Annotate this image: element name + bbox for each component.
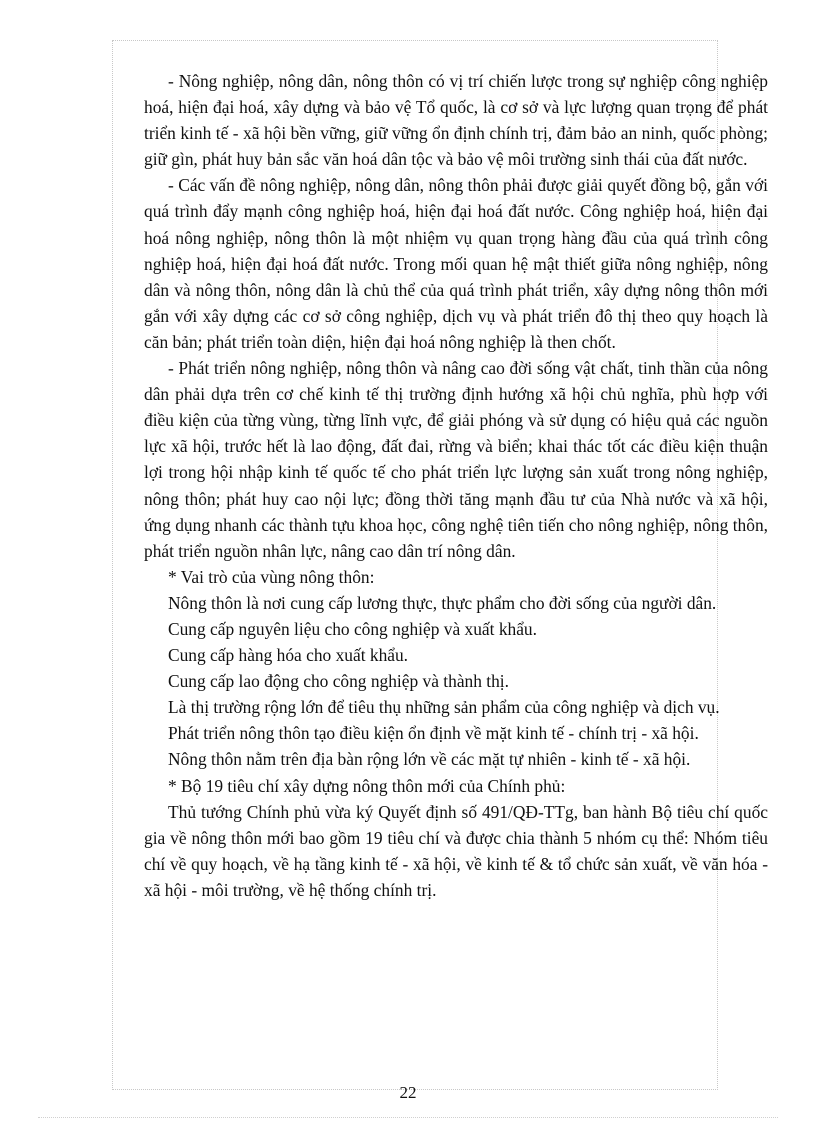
list-item: Nông thôn nằm trên địa bàn rộng lớn về các mặt tự nhiên - kinh tế - xã hội. [168, 749, 691, 770]
paragraph-synchronous-resolution: - Các vấn đề nông nghiệp, nông dân, nông thôn phải được giải quyết đồng bộ, gắn với quá trình đẩy mạnh công nghiệp hoá, hiện đại hoá đất nước. Công nghiệp hoá, hiện đại hoá nông nghiệp, nông thôn là một nhiệm vụ quan trọng hàng đầu của quá trình công nghiệp hoá, hiện đại hoá đất nước. Trong mối quan hệ mật thiết giữa nông nghiệp, nông dân và nông thôn, nông dân là chủ thể của quá trình phát triển, xây dựng nông thôn mới gắn với xây dựng các cơ sở công nghiệp, dịch vụ và phát triển đô thị theo quy hoạch là căn bản; phát triển toàn diện, hiện đại hoá nông nghiệp là then chốt. [144, 175, 768, 352]
paragraph-strategic-position: - Nông nghiệp, nông dân, nông thôn có vị trí chiến lược trong sự nghiệp công nghiệp hoá, hiện đại hoá, xây dựng và bảo vệ Tổ quốc, là cơ sở và lực lượng quan trọng để phát triển kinh tế - xã hội bền vững, giữ vững ổn định chính trị, đảm bảo an ninh, quốc phòng; giữ gìn, phát huy bản sắc văn hoá dân tộc và bảo vệ môi trường sinh thái của đất nước. [144, 71, 768, 170]
list-item: Là thị trường rộng lớn để tiêu thụ những sản phẩm của công nghiệp và dịch vụ. [168, 697, 720, 718]
page-number: 22 [399, 1083, 417, 1102]
list-item: Cung cấp nguyên liệu cho công nghiệp và xuất khẩu. [168, 618, 537, 639]
list-item: Phát triển nông thôn tạo điều kiện ổn định về mặt kinh tế - chính trị - xã hội. [168, 723, 699, 744]
page-bottom-divider [38, 1117, 778, 1118]
paragraph-development-basis: - Phát triển nông nghiệp, nông thôn và nâng cao đời sống vật chất, tinh thần của nông dân phải dựa trên cơ chế kinh tế thị trường định hướng xã hội chủ nghĩa, phù hợp với điều kiện của từng vùng, từng lĩnh vực, để giải phóng và sử dụng có hiệu quả các nguồn lực xã hội, trước hết là lao động, đất đai, rừng và biển; khai thác tốt các điều kiện thuận lợi trong hội nhập kinh tế quốc tế cho phát triển lực lượng sản xuất trong nông nghiệp, nông thôn; phát huy cao nội lực; đồng thời tăng mạnh đầu tư của Nhà nước và xã hội, ứng dụng nhanh các thành tựu khoa học, công nghệ tiên tiến cho nông nghiệp, nông thôn, phát triển nguồn nhân lực, nâng cao dân trí nông dân. [144, 358, 768, 561]
list-item: Nông thôn là nơi cung cấp lương thực, thực phẩm cho đời sống của người dân. [168, 592, 717, 613]
list-item: Cung cấp lao động cho công nghiệp và thành thị. [168, 671, 509, 692]
section-heading-19-criteria: * Bộ 19 tiêu chí xây dựng nông thôn mới của Chính phủ: [168, 775, 566, 796]
list-item: Cung cấp hàng hóa cho xuất khẩu. [168, 645, 409, 666]
document-body [144, 68, 768, 903]
paragraph-decision-491: Thủ tướng Chính phủ vừa ký Quyết định số 491/QĐ-TTg, ban hành Bộ tiêu chí quốc gia về nông thôn mới bao gồm 19 tiêu chí và được chia thành 5 nhóm cụ thể: Nhóm tiêu chí về quy hoạch, về hạ tầng kinh tế - xã hội, về kinh tế & tổ chức sản xuất, về văn hóa - xã hội - môi trường, về hệ thống chính trị. [144, 801, 768, 900]
section-heading-rural-role: * Vai trò của vùng nông thôn: [168, 566, 375, 587]
